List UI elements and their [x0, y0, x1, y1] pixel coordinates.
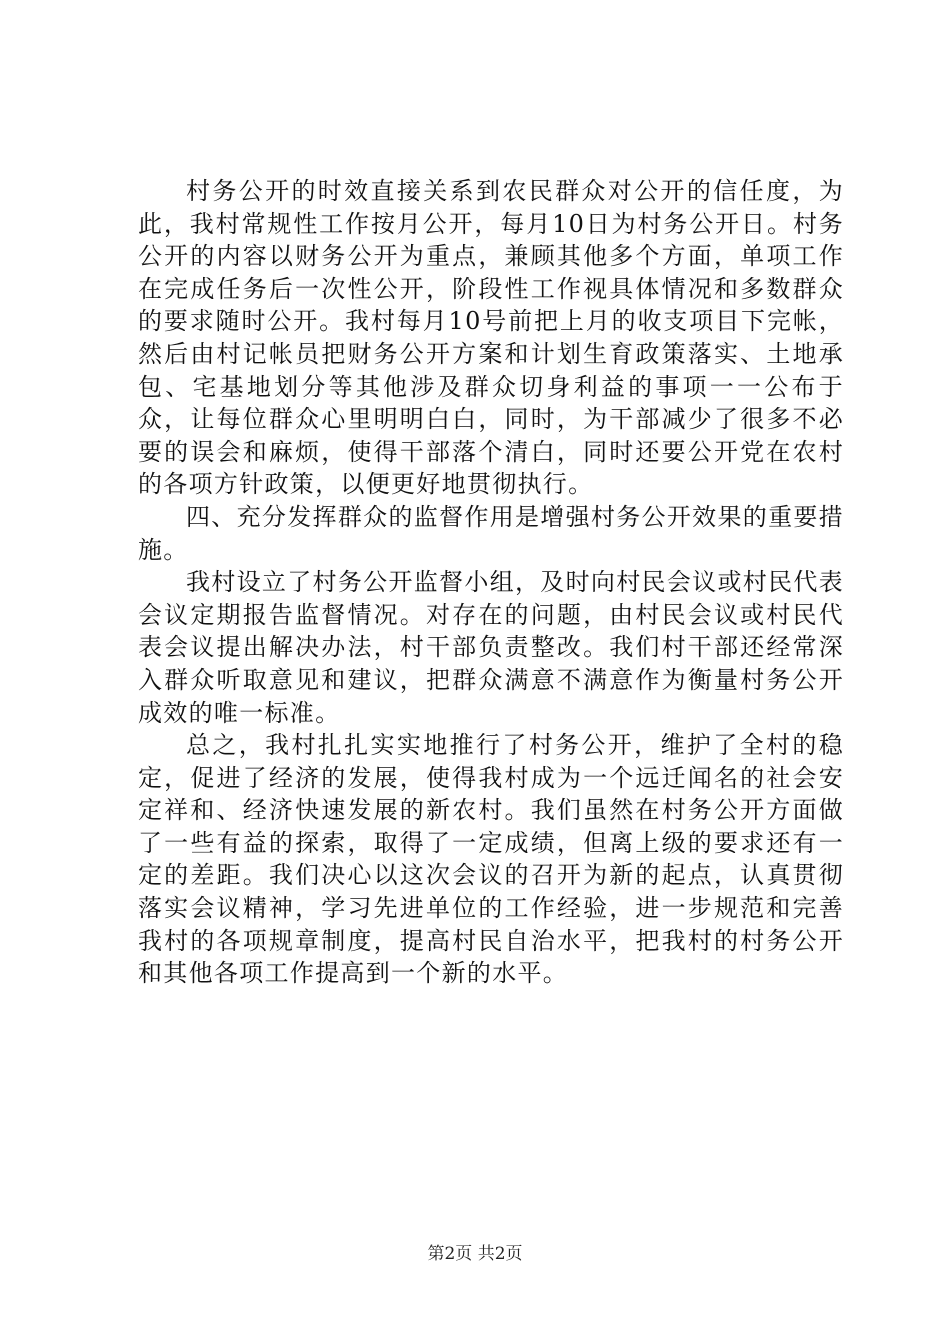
paragraph-conclusion: 总之，我村扎扎实实地推行了村务公开，维护了全村的稳定，促进了经济的发展，使得我村成为一个远迁闻名的社会安定祥和、经济快速发展的新农村。我们虽然在村务公开方面做了一些有益的探索，取得了一定成绩，但离上级的要求还有一定的差距。我们决心以这次会议的召开为新的起点，认真贯彻落实会议精神，学习先进单位的工作经验，进一步规范和完善我村的各项规章制度，提高村民自治水平，把我村的村务公开和其他各项工作提高到一个新的水平。 — [138, 731, 844, 988]
document-body — [138, 175, 844, 990]
paragraph-supervision-group: 我村设立了村务公开监督小组，及时向村民会议或村民代表会议定期报告监督情况。对存在的问题，由村民会议或村民代表会议提出解决办法，村干部负责整改。我们村干部还经常深入群众听取意见和建议，把群众满意不满意作为衡量村务公开成效的唯一标准。 — [138, 568, 844, 727]
section-heading-supervision: 四、充分发挥群众的监督作用是增强村务公开效果的重要措施。 — [138, 502, 844, 564]
paragraph-timeliness: 村务公开的时效直接关系到农民群众对公开的信任度，为此，我村常规性工作按月公开，每月10日为村务公开日。村务公开的内容以财务公开为重点，兼顾其他多个方面，单项工作在完成任务后一次性公开，阶段性工作视具体情况和多数群众的要求随时公开。我村每月10号前把上月的收支项目下完帐，然后由村记帐员把财务公开方案和计划生育政策落实、土地承包、宅基地划分等其他涉及群众切身利益的事项一一公布于众，让每位群众心里明明白白，同时，为干部减少了很多不必要的误会和麻烦，使得干部落个清白，同时还要公开党在农村的各项方针政策，以便更好地贯彻执行。 — [138, 177, 844, 499]
page-number-footer: 第2页 共2页 — [427, 1244, 523, 1264]
